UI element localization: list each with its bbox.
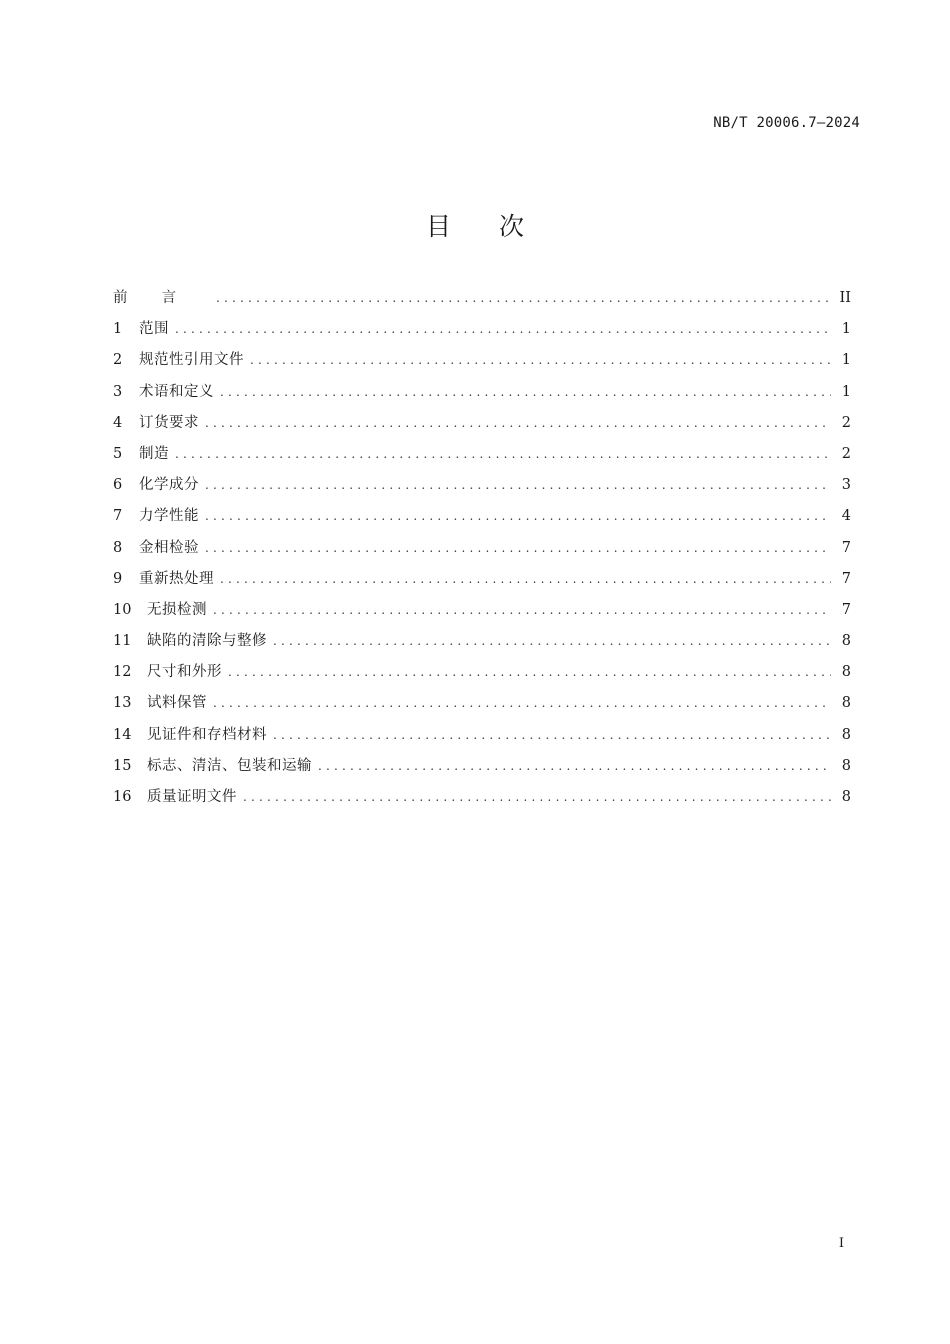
toc-entry-number: 8 <box>113 539 123 556</box>
table-of-contents <box>113 284 851 814</box>
toc-entry-page: II <box>839 290 851 306</box>
toc-entry-label: 范围 <box>139 321 169 338</box>
toc-entry-number: 1 <box>113 321 123 338</box>
toc-entry-11[interactable] <box>113 627 851 658</box>
toc-entry-10[interactable] <box>113 596 851 627</box>
toc-entry-label: 制造 <box>139 445 169 462</box>
toc-entry-label: 前言 <box>113 290 210 306</box>
toc-entry-number: 15 <box>113 757 132 774</box>
toc-entry-7[interactable] <box>113 502 851 533</box>
toc-entry-label: 力学性能 <box>139 508 199 525</box>
toc-entry-label: 质量证明文件 <box>147 789 237 805</box>
toc-entry-number: 5 <box>113 445 123 462</box>
toc-leader-dots <box>318 752 831 780</box>
toc-leader-dots <box>175 440 831 468</box>
toc-entry-label: 尺寸和外形 <box>147 664 222 681</box>
toc-entry-number: 14 <box>113 726 132 743</box>
toc-leader-dots <box>205 409 831 437</box>
toc-leader-dots <box>243 783 831 811</box>
toc-entry-label: 缺陷的清除与整修 <box>147 633 267 650</box>
toc-entry-8[interactable] <box>113 534 851 565</box>
toc-entry-page: 8 <box>841 633 851 650</box>
toc-entry-label: 金相检验 <box>139 539 199 556</box>
toc-entry-13[interactable] <box>113 689 851 720</box>
toc-leader-dots <box>205 534 831 562</box>
toc-entry-9[interactable] <box>113 565 851 596</box>
toc-leader-dots <box>175 315 831 343</box>
toc-entry-5[interactable] <box>113 440 851 471</box>
toc-entry-page: 2 <box>841 445 851 462</box>
toc-leader-dots <box>216 284 831 312</box>
toc-entry-label: 重新热处理 <box>139 570 214 587</box>
toc-entry-1[interactable] <box>113 315 851 346</box>
toc-entry-page: 4 <box>841 508 851 525</box>
toc-entry-3[interactable] <box>113 378 851 409</box>
toc-entry-page: 7 <box>841 601 851 618</box>
document-code: NB/T 20006.7—2024 <box>713 115 860 131</box>
toc-entry-label: 标志、清洁、包装和运输 <box>147 757 312 774</box>
toc-entry-number: 4 <box>113 414 123 431</box>
toc-leader-dots <box>205 471 831 499</box>
toc-entry-15[interactable] <box>113 752 851 783</box>
toc-entry-number: 7 <box>113 508 123 525</box>
toc-entry-4[interactable] <box>113 409 851 440</box>
toc-entry-number: 10 <box>113 601 132 618</box>
toc-entry-number: 3 <box>113 383 123 400</box>
toc-entry-page: 1 <box>841 321 851 338</box>
toc-entry-label: 术语和定义 <box>139 383 214 400</box>
toc-entry-page: 8 <box>841 664 851 681</box>
toc-entry-page: 8 <box>841 695 851 712</box>
toc-entry-label: 订货要求 <box>139 414 199 431</box>
toc-entry-number: 11 <box>113 633 132 650</box>
toc-entry-page: 1 <box>841 383 851 400</box>
toc-entry-label: 试料保管 <box>147 695 207 712</box>
toc-leader-dots <box>213 596 831 624</box>
toc-entry-page: 8 <box>841 757 851 774</box>
toc-entry-14[interactable] <box>113 721 851 752</box>
toc-entry-6[interactable] <box>113 471 851 502</box>
toc-leader-dots <box>213 689 831 717</box>
toc-leader-dots <box>205 502 831 530</box>
toc-entry-number: 9 <box>113 570 123 587</box>
toc-entry-16[interactable] <box>113 783 851 814</box>
toc-entry-number: 13 <box>113 695 132 712</box>
toc-entry-label: 规范性引用文件 <box>139 352 244 369</box>
toc-entry-page: 8 <box>841 726 851 743</box>
toc-entry-number: 6 <box>113 477 123 494</box>
toc-leader-dots <box>228 658 831 686</box>
toc-entry-label: 无损检测 <box>147 601 207 618</box>
toc-entry-number: 2 <box>113 352 123 369</box>
toc-title: 目次 <box>425 212 572 241</box>
toc-entry-label: 见证件和存档材料 <box>147 726 267 743</box>
toc-leader-dots <box>273 721 831 749</box>
toc-entry-label: 化学成分 <box>139 477 199 494</box>
toc-leader-dots <box>250 346 831 374</box>
toc-entry-page: 3 <box>841 477 851 494</box>
toc-entry-12[interactable] <box>113 658 851 689</box>
toc-entry-page: 7 <box>841 539 851 556</box>
toc-entry-2[interactable] <box>113 346 851 377</box>
toc-leader-dots <box>220 565 831 593</box>
toc-entry-page: 1 <box>841 352 851 369</box>
toc-entry-page: 7 <box>841 570 851 587</box>
toc-entry-page: 2 <box>841 414 851 431</box>
toc-entry-page: 8 <box>841 789 851 805</box>
page-number: I <box>838 1236 844 1251</box>
toc-leader-dots <box>220 378 831 406</box>
toc-leader-dots <box>273 627 831 655</box>
toc-entry-foreword[interactable] <box>113 284 851 315</box>
toc-entry-number: 12 <box>113 664 132 681</box>
toc-entry-number: 16 <box>113 789 132 805</box>
